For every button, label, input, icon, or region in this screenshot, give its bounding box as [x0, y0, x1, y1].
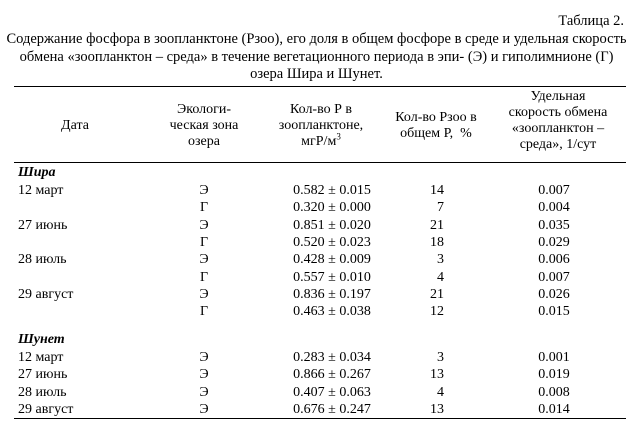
- cell-rate: 0.015: [538, 304, 570, 320]
- cell-date: 27 июнь: [18, 217, 68, 233]
- cell-zone: Г: [199, 304, 209, 320]
- cell-share: 3: [437, 350, 444, 365]
- cell-zone: Э: [199, 384, 209, 400]
- cell-rate: 0.026: [538, 286, 570, 302]
- cell-zone: Э: [199, 286, 209, 302]
- cell-p-amount: 0.582 ± 0.015: [293, 183, 371, 198]
- cell-share: 18: [430, 234, 444, 250]
- cell-p-amount: 0.428 ± 0.009: [293, 252, 371, 268]
- cell-share: 21: [430, 286, 444, 302]
- cell-p-amount: 0.851 ± 0.020: [293, 217, 371, 233]
- cell-rate: 0.007: [538, 183, 570, 198]
- cell-p-amount: 0.557 ± 0.010: [293, 269, 371, 285]
- cell-date: 12 март: [18, 350, 64, 365]
- cell-date: 29 август: [18, 286, 74, 302]
- lake-name: Шира: [18, 165, 56, 180]
- header-rate: Удельная скорость обмена «зоопланктон – среда», 1/сут: [508, 89, 608, 152]
- header-p-amount: Кол-во Р в зоопланктоне, мгР/$м^3$: [278, 102, 364, 149]
- cell-share: 4: [437, 269, 444, 285]
- cell-p-amount: 0.676 ± 0.247: [293, 401, 371, 417]
- cell-date: 27 июнь: [18, 367, 68, 383]
- cell-zone: Э: [199, 401, 209, 417]
- cell-date: 12 март: [18, 183, 64, 198]
- cell-zone: Э: [199, 183, 209, 198]
- cell-zone: Г: [199, 234, 209, 250]
- header-p-unit-sup: 3: [336, 131, 341, 142]
- header-zone: Экологи- ческая зона озера: [169, 102, 239, 149]
- cell-rate: 0.029: [538, 234, 570, 250]
- cell-share: 21: [430, 217, 444, 233]
- table-header-rule: [14, 162, 626, 163]
- cell-p-amount: 0.836 ± 0.197: [293, 286, 371, 302]
- cell-share: 14: [430, 183, 444, 198]
- table-top-rule: [14, 86, 626, 87]
- cell-p-amount: 0.283 ± 0.034: [293, 350, 371, 365]
- cell-share: 7: [437, 200, 444, 216]
- cell-zone: Г: [199, 269, 209, 285]
- cell-rate: 0.001: [538, 350, 570, 365]
- cell-date: 28 июль: [18, 252, 67, 268]
- lake-name: Шунет: [18, 332, 65, 347]
- cell-share: 13: [430, 367, 444, 383]
- cell-share: 4: [437, 384, 444, 400]
- header-share: Кол-во Рзоо в общем Р, %: [395, 110, 477, 141]
- cell-p-amount: 0.320 ± 0.000: [293, 200, 371, 216]
- cell-date: 29 август: [18, 401, 74, 417]
- table-caption: Содержание фосфора в зоопланктоне (Рзоо), его доля в общем фосфоре в среде и удельная скорость обмена «зоопланктон – среда» в течение вегетационного периода в эпи- (Э) и гиполимнионе (Г) озера Шира и Шунет.: [6, 31, 627, 82]
- cell-rate: 0.004: [538, 200, 570, 216]
- cell-share: 12: [430, 304, 444, 320]
- header-p-unit: мгР/м: [301, 134, 337, 149]
- cell-p-amount: 0.407 ± 0.063: [293, 384, 371, 400]
- cell-rate: 0.006: [538, 252, 570, 268]
- cell-zone: Э: [199, 350, 209, 365]
- cell-zone: Э: [199, 367, 209, 383]
- cell-rate: 0.014: [538, 401, 570, 417]
- cell-p-amount: 0.463 ± 0.038: [293, 304, 371, 320]
- cell-zone: Э: [199, 252, 209, 268]
- cell-rate: 0.007: [538, 269, 570, 285]
- cell-p-amount: 0.866 ± 0.267: [293, 367, 371, 383]
- cell-zone: Г: [199, 200, 209, 216]
- cell-date: 28 июль: [18, 384, 67, 400]
- cell-zone: Э: [199, 217, 209, 233]
- cell-p-amount: 0.520 ± 0.023: [293, 234, 371, 250]
- header-date: Дата: [61, 118, 89, 133]
- cell-share: 3: [437, 252, 444, 268]
- cell-rate: 0.035: [538, 217, 570, 233]
- cell-share: 13: [430, 401, 444, 417]
- table-number: Таблица 2.: [558, 13, 624, 29]
- cell-rate: 0.019: [538, 367, 570, 383]
- cell-rate: 0.008: [538, 384, 570, 400]
- table-bottom-rule: [14, 418, 626, 419]
